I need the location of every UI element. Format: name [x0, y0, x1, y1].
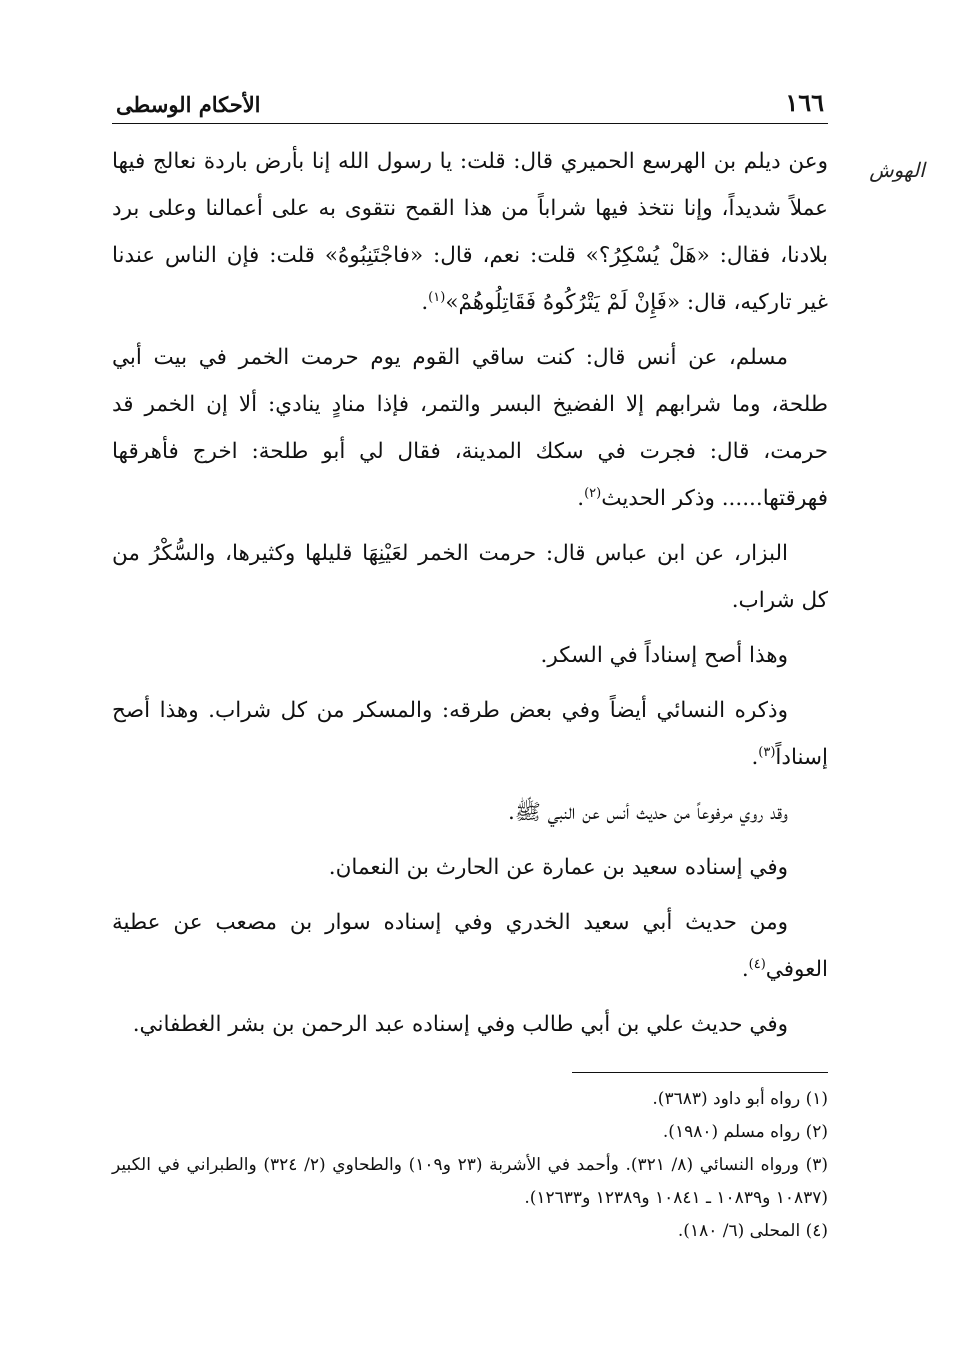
book-title: الأحكام الوسطى [116, 92, 261, 117]
footnote: (١) رواه أبو داود (٣٦٨٣). [652, 1089, 828, 1109]
margin-handwritten-note: الهوش [869, 158, 925, 182]
main-text [112, 138, 828, 1048]
paragraph: وفي حديث علي بن أبي طالب وفي إسناده عبد الرحمن بن بشر الغطفاني. [132, 1012, 788, 1037]
footnote-rule [572, 1072, 828, 1073]
footnote: (٤) المحلى (٦/ ١٨٠). [677, 1221, 828, 1241]
footnote-ref: (٤) [748, 956, 766, 972]
paragraph: ومن حديث أبي سعيد الخدري وفي إسناده سوار بن مصعب عن عطية العوفي$^{(٤)}$. [112, 910, 828, 982]
footnote-ref: (٣) [758, 744, 776, 760]
paragraph: وقد روي مرفوعاً من حديث أنس عن النبي ﷺ. [508, 800, 788, 825]
paragraph: البزار، عن ابن عباس قال: حرمت الخمر لعَيْنِهَا قليلها وكثيرها، والسُّكْرُ من كل شراب. [112, 541, 828, 613]
footnote-ref: (١) [428, 289, 446, 305]
footnote: (٣) ورواه النسائي (٨/ ٣٢١). وأحمد في الأشربة (٢٣ و١٠٩) والطحاوي (٢/ ٣٢٤) والطبراني في الكبير (١٠٨٣٧ و١٠٨٣٩ ـ ١٠٨٤١ و١٢٣٨٩ و١٢٦٣٣). [112, 1155, 828, 1208]
paragraph: مسلم، عن أنس قال: كنت ساقي القوم يوم حرمت الخمر في بيت أبي طلحة، وما شرابهم إلا الفضيخ البسر والتمر، فإذا منادٍ ينادي: ألا إن الخمر قد حرمت، قال: فجرت في سكك المدينة، فقال لي أبو طلحة: اخرج فأهرقها فهرقتها...... وذكر الحديث$^{(٢)}$. [112, 345, 828, 511]
page [112, 88, 828, 1248]
paragraph: وعن ديلم بن الهرسع الحميري قال: قلت: يا رسول الله إنا بأرض باردة نعالج فيها عملاً شديداً، وإنا نتخذ فيها شراباً من هذا القمح نتقوى به على أعمالنا وعلى برد بلادنا، فقال: «هَلْ يُسْكِرُ؟» قلت: نعم، قال: «فاجْتَنِبُوهُ» قلت: فإن الناس عندنا غير تاركيه، قال: «فَإِنْ لَمْ يَتْرُكُوهُ فَقَاتِلُوهُمْ»$^{(١)}$. [112, 149, 828, 315]
paragraph: وفي إسناده سعيد بن عمارة عن الحارث بن النعمان. [328, 855, 788, 880]
header-rule [112, 123, 828, 124]
footnote-ref: (٢) [584, 485, 602, 501]
paragraph: وهذا أصح إسناداً في السكر. [540, 643, 788, 668]
footnotes [112, 1083, 828, 1248]
page-number: ١٦٦ [785, 88, 824, 117]
page-header [112, 88, 828, 123]
footnote: (٢) رواه مسلم (١٩٨٠). [662, 1122, 828, 1142]
paragraph: وذكره النسائي أيضاً وفي بعض طرقه: والمسكر من كل شراب. وهذا أصح إسناداً$^{(٣)}$. [112, 698, 828, 770]
